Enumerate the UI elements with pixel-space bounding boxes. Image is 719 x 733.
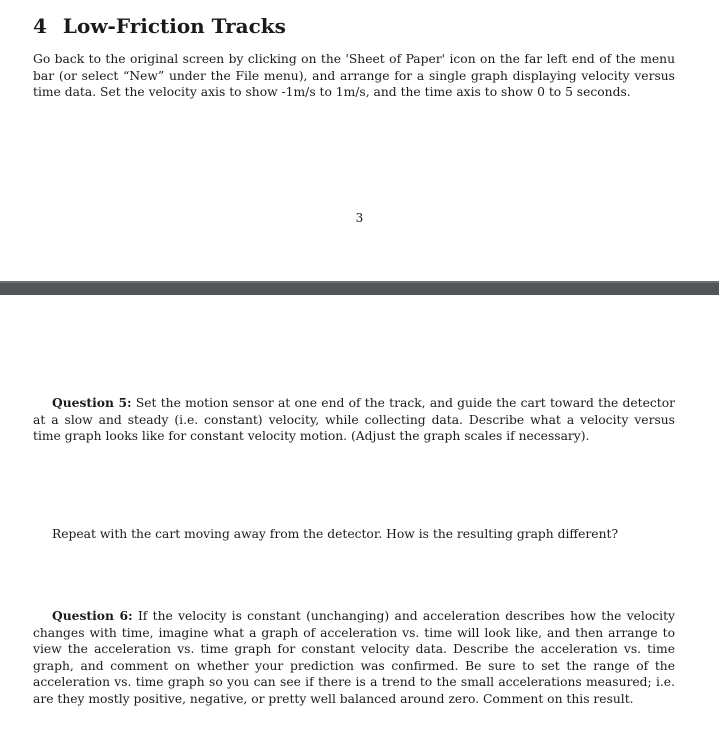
question-6-paragraph <box>33 608 675 707</box>
intro-paragraph: Go back to the original screen by clicking on the 'Sheet of Paper' icon on the far left end of the menu bar (or select “New” under the File menu), and arrange for a single graph displaying velocity versus time data. Set the velocity axis to show -1m/s to 1m/s, and the time axis to show 0 to 5 seconds. <box>33 52 675 99</box>
question-5-label: Question 5: <box>52 395 132 410</box>
section-title: Low-Friction Tracks <box>62 14 286 38</box>
section-heading <box>33 14 286 38</box>
repeat-paragraph: Repeat with the cart moving away from the detector. How is the resulting graph different? <box>52 527 619 541</box>
page-separator <box>0 281 719 295</box>
section-number: 4 <box>33 14 47 38</box>
question-5-text: Set the motion sensor at one end of the track, and guide the cart toward the detector at a slow and steady (i.e. constant) velocity, while collecting data. Describe what a velocity versus time graph looks like for constant velocity motion. (Adjust the graph scales if necessary). <box>33 396 675 443</box>
question-5-paragraph <box>33 395 675 445</box>
question-6-text: If the velocity is constant (unchanging) and acceleration describes how the velocity changes with time, imagine what a graph of acceleration vs. time will look like, and then arrange to view the acceleration vs. time graph for constant velocity data. Describe the acceleration vs. time graph, and comment on whether your prediction was confirmed. Be sure to set the range of the acceleration vs. time graph so you can see if there is a trend to the small accelerations measured; i.e. are they mostly positive, negative, or pretty well balanced around zero. Comment on this result. <box>33 609 675 706</box>
document-page-top <box>0 0 719 281</box>
question-6-label: Question 6: <box>52 608 133 623</box>
page-number: 3 <box>355 211 364 225</box>
page-separator-stripe <box>0 281 719 283</box>
